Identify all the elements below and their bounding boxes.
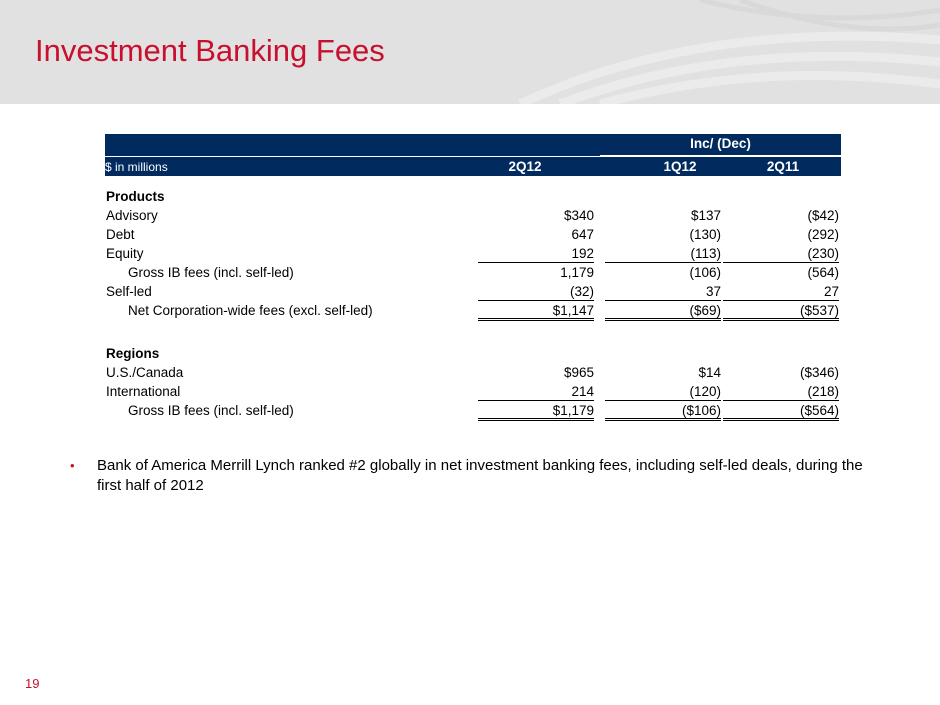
table-column-header-row: [105, 156, 841, 176]
cell-2q11: (230): [723, 246, 839, 263]
cell-2q11: ($346): [799, 365, 839, 380]
cell-1q12: (120): [605, 384, 721, 401]
fees-table: [105, 134, 841, 421]
col-header-2q11: 2Q11: [766, 159, 800, 174]
cell-2q12: (32): [478, 284, 594, 301]
row-label: Debt: [106, 227, 135, 242]
table-row: [105, 402, 841, 421]
cell-2q12: 192: [478, 246, 594, 263]
bullet-list: [70, 456, 880, 496]
cell-1q12: (130): [689, 227, 721, 242]
cell-2q12: $1,147: [478, 303, 594, 321]
cell-1q12: 37: [605, 284, 721, 301]
section-header-regions: [105, 345, 841, 364]
regions-header: Regions: [106, 346, 160, 361]
row-label: Gross IB fees (incl. self-led): [128, 265, 294, 280]
cell-1q12: ($69): [605, 303, 721, 321]
inc-dec-header: Inc/ (Dec): [690, 136, 751, 151]
cell-2q12: 647: [571, 227, 594, 242]
bullet-text: Bank of America Merrill Lynch ranked #2 globally in net investment banking fees, including self-led deals, during the first half of 2012: [97, 457, 863, 494]
header-band: [0, 0, 940, 104]
bullet-dot-icon: •: [70, 458, 75, 473]
cell-2q12: $965: [563, 365, 594, 380]
spacer: [105, 321, 841, 345]
table-row: [105, 207, 841, 226]
page-title: Investment Banking Fees: [35, 33, 385, 68]
table-row: [105, 245, 841, 264]
cell-1q12: ($106): [605, 403, 721, 421]
page-number: 19: [25, 676, 40, 691]
row-label: Self-led: [106, 284, 152, 299]
cell-1q12: $14: [698, 365, 721, 380]
col-header-2q12: 2Q12: [508, 159, 542, 174]
table-row: [105, 383, 841, 402]
table-row: [105, 302, 841, 321]
cell-2q11: 27: [723, 284, 839, 301]
cell-2q12: $340: [563, 208, 594, 223]
row-label: Gross IB fees (incl. self-led): [128, 403, 294, 418]
cell-2q12: 214: [478, 384, 594, 401]
row-label: U.S./Canada: [106, 365, 184, 380]
row-label: Equity: [106, 246, 144, 261]
units-label: $ in millions: [105, 160, 168, 174]
table-row: [105, 226, 841, 245]
cell-2q12: 1,179: [560, 265, 594, 280]
cell-2q12: $1,179: [478, 403, 594, 421]
row-label: International: [106, 384, 181, 399]
row-label: Net Corporation-wide fees (excl. self-led): [128, 303, 373, 318]
row-label: Advisory: [106, 208, 158, 223]
cell-2q11: (564): [807, 265, 839, 280]
section-header-products: [105, 188, 841, 207]
table-row: [105, 283, 841, 302]
products-header: Products: [106, 189, 165, 204]
table-row: [105, 364, 841, 383]
cell-2q11: (292): [807, 227, 839, 242]
cell-2q11: ($42): [807, 208, 839, 223]
cell-1q12: (106): [689, 265, 721, 280]
spacer: [105, 176, 841, 188]
table-row: [105, 264, 841, 283]
cell-2q11: ($564): [723, 403, 839, 421]
cell-1q12: (113): [605, 246, 721, 263]
cell-1q12: $137: [690, 208, 721, 223]
table-group-header-row: [105, 134, 841, 156]
col-header-1q12: 1Q12: [663, 159, 697, 174]
cell-2q11: ($537): [723, 303, 839, 321]
cell-2q11: (218): [723, 384, 839, 401]
